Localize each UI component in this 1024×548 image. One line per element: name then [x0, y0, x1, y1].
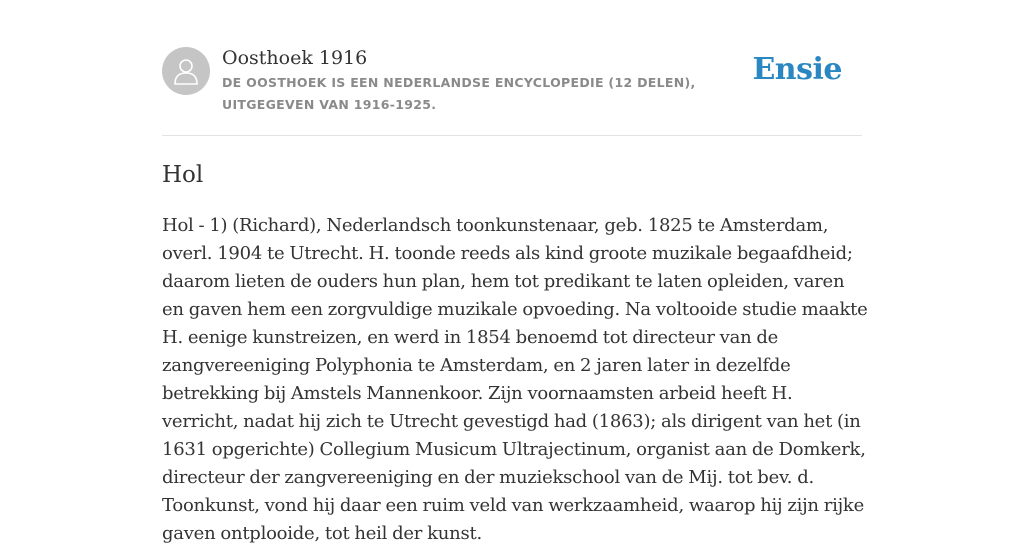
source-header [162, 46, 862, 136]
entry-body: Hol - 1) (Richard), Nederlandsch toonkunstenaar, geb. 1825 te Amsterdam, overl. 1904 te Utrecht. H. toonde reeds als kind groote muzikale begaafdheid; daarom lieten de ouders hun plan, hem tot predikant te laten opleiden, varen en gaven hem een zorgvuldige muzikale opvoeding. Na voltooide studie maakte H. eenige kunstreizen, en werd in 1854 benoemd tot directeur van de zangvereeniging Polyphonia te Amsterdam, en 2 jaren later in dezelfde betrekking bij Amstels Mannenkoor. Zijn voornaamsten arbeid heeft H. verricht, nadat hij zich te Utrecht gevestigd had (1863); als dirigent van het (in 1631 opgerichte) Collegium Musicum Ultrajectinum, organist aan de Domkerk, directeur der zangvereeniging en der muziekschool van de Mij. tot bev. d. Toonkunst, vond hij daar een ruim veld van werkzaamheid, waarop hij zijn rijke gaven ontplooide, tot heil der kunst. [162, 215, 868, 544]
header-divider [162, 135, 862, 136]
source-description: DE OOSTHOEK IS EEN NEDERLANDSE ENCYCLOPEDIE (12 DELEN), UITGEGEVEN VAN 1916-1925. [222, 75, 696, 112]
source-title[interactable]: Oosthoek 1916 [222, 47, 368, 69]
brand-logo[interactable]: Ensie [752, 52, 842, 87]
entry-title: Hol [162, 162, 204, 188]
user-icon [172, 56, 200, 86]
avatar[interactable] [162, 47, 210, 95]
